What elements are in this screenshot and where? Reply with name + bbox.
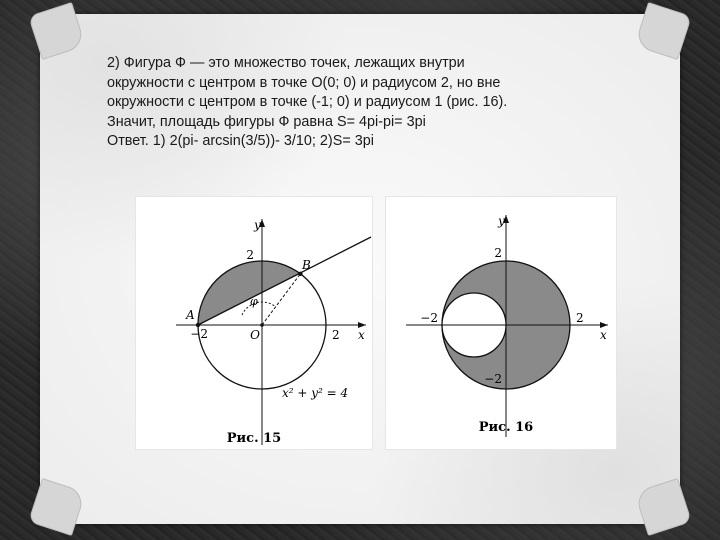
tick-2-top: 2 [494, 246, 502, 260]
tick-2-right: 2 [332, 328, 340, 342]
figure-16 [385, 196, 617, 450]
figure-16-caption: Рис. 16 [478, 420, 534, 435]
point-a-label: A [186, 308, 195, 322]
figure-15-drawing [136, 197, 372, 449]
paper-sheet [40, 14, 680, 524]
angle-phi-label: φ [250, 295, 258, 308]
answer-line: Ответ. 1) 2(pi- arcsin(3/5))- 3/10; 2)S= 3pi [107, 133, 374, 149]
axis-y-label: y [254, 218, 261, 232]
tick-neg2-bottom: −2 [484, 372, 502, 386]
paper-curl-bottom-right [634, 478, 692, 536]
figure-15 [135, 196, 373, 450]
point-b [298, 272, 302, 276]
figure-16-drawing [386, 197, 616, 449]
solution-text [107, 54, 627, 152]
tick-neg2-left: −2 [420, 311, 438, 325]
point-origin [260, 323, 264, 327]
angle-arc [242, 302, 276, 315]
point-b-label: B [302, 258, 311, 272]
paper-curl-top-right [634, 2, 692, 60]
text-line-2: окружности с центром в точке О(0; 0) и радиусом 2, но вне [107, 74, 501, 91]
text-line-4: Значит, площадь фигуры Ф равна S= 4pi-pi= 3pi [107, 113, 426, 130]
figure-15-caption: Рис. 15 [226, 431, 282, 446]
axis-x-label: x [600, 328, 607, 342]
shaded-segment [198, 261, 300, 325]
tick-2-right: 2 [576, 311, 584, 325]
text-line-1: 2) Фигура Ф — это множество точек, лежащих внутри [107, 55, 465, 71]
paper-curl-bottom-left [28, 478, 86, 536]
axis-x-label: x [358, 328, 365, 342]
paper-curl-top-left [28, 2, 86, 60]
text-line-3: окружности с центром в точке (-1; 0) и радиусом 1 (рис. 16). [107, 94, 508, 110]
circle-equation: x² + y² = 4 [282, 386, 349, 400]
axis-y-label: y [498, 214, 505, 228]
tick-2-top: 2 [246, 248, 254, 262]
tick-neg2: −2 [190, 327, 208, 341]
origin-label: O [250, 328, 260, 342]
